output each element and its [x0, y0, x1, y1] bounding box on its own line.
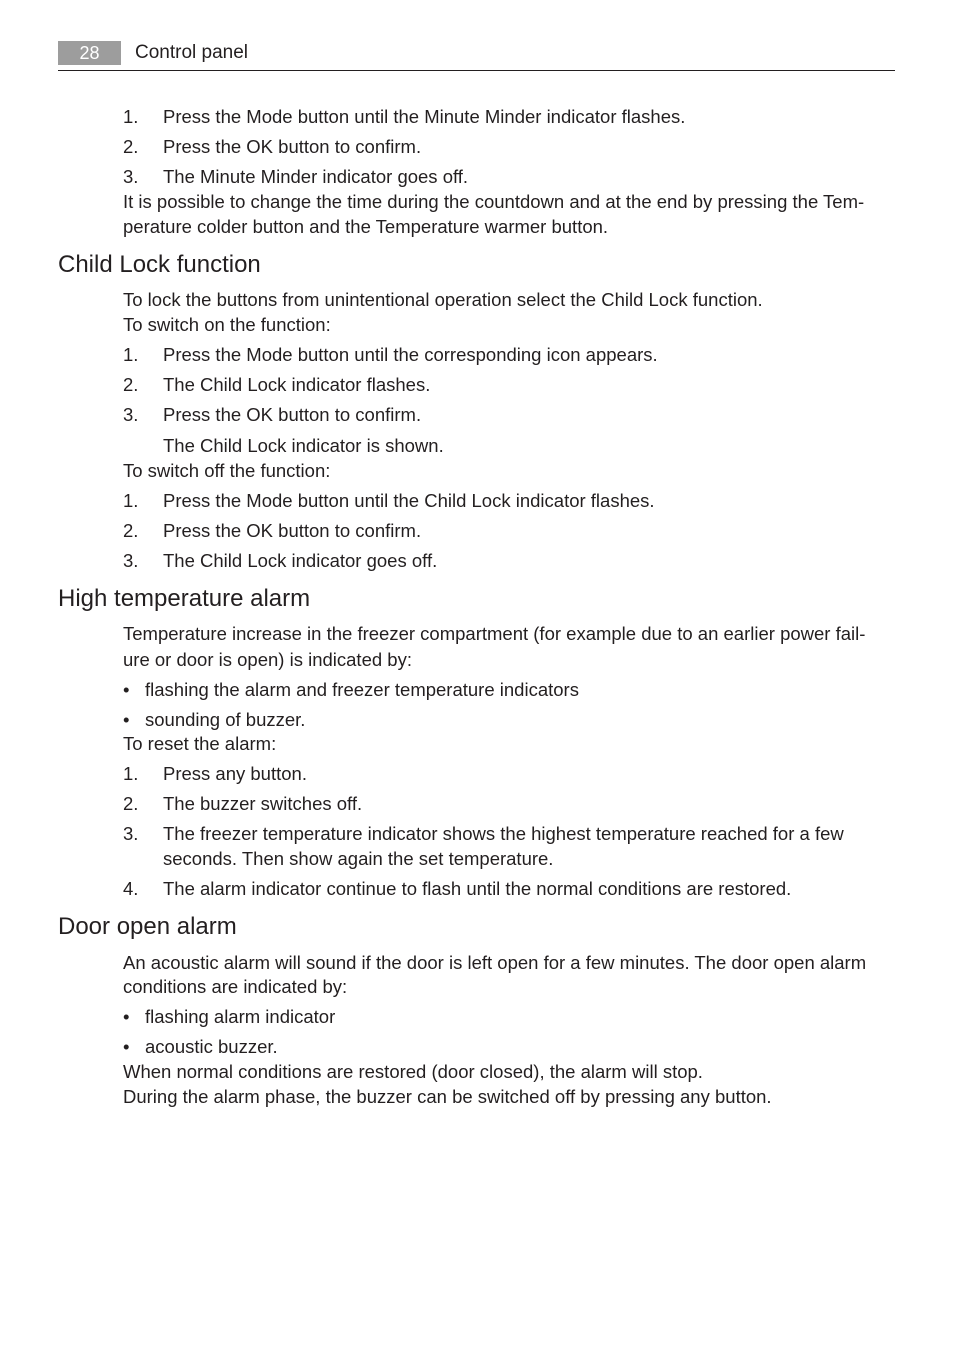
list-item: The Child Lock indicator flashes.	[163, 374, 431, 395]
step-result: The Child Lock indicator is shown.	[163, 435, 444, 456]
paragraph: ure or door is open) is indicated by:	[123, 649, 412, 670]
step-number: 2.	[123, 374, 139, 395]
bullet-item: acoustic buzzer.	[145, 1036, 278, 1057]
paragraph: perature colder button and the Temperature warmer button.	[123, 216, 609, 237]
bullet-item: sounding of buzzer.	[145, 709, 306, 730]
paragraph: To switch on the function:	[123, 314, 331, 335]
list-item: Press the OK button to confirm.	[163, 136, 422, 157]
step-number: 3.	[123, 404, 139, 425]
list-item: Press the OK button to confirm.	[163, 404, 422, 425]
list-item: Press any button.	[163, 763, 307, 784]
step-number: 2.	[123, 520, 139, 541]
section-heading-child-lock: Child Lock function	[58, 251, 261, 278]
paragraph: During the alarm phase, the buzzer can be switched off by pressing any button.	[123, 1086, 772, 1107]
section-heading-door-alarm: Door open alarm	[58, 913, 237, 940]
list-item: Press the Mode button until the corresponding icon appears.	[163, 344, 658, 365]
step-number: 1.	[123, 344, 139, 365]
step-number: 3.	[123, 550, 139, 571]
paragraph: To reset the alarm:	[123, 733, 277, 754]
bullet-marker: •	[123, 1006, 130, 1027]
list-item: The alarm indicator continue to flash until the normal conditions are restored.	[163, 878, 792, 899]
page-number: 28	[58, 41, 121, 65]
page-header	[58, 40, 895, 72]
section-heading-high-temp: High temperature alarm	[58, 585, 311, 612]
paragraph: It is possible to change the time during the countdown and at the end by pressing the Tem-	[123, 191, 865, 212]
paragraph: To lock the buttons from unintentional operation select the Child Lock function.	[123, 289, 763, 310]
list-item: The buzzer switches off.	[163, 793, 363, 814]
paragraph: To switch off the function:	[123, 460, 331, 481]
step-number: 3.	[123, 166, 139, 187]
bullet-marker: •	[123, 709, 130, 730]
list-item: Press the OK button to confirm.	[163, 520, 422, 541]
list-item: The Minute Minder indicator goes off.	[163, 166, 469, 187]
header-rule	[58, 70, 895, 71]
paragraph: conditions are indicated by:	[123, 976, 348, 997]
step-number: 3.	[123, 823, 139, 844]
step-number: 1.	[123, 490, 139, 511]
list-item-continuation: seconds. Then show again the set temperature.	[163, 848, 554, 869]
bullet-marker: •	[123, 679, 130, 700]
list-item: Press the Mode button until the Minute Minder indicator flashes.	[163, 106, 686, 127]
paragraph: Temperature increase in the freezer compartment (for example due to an earlier power fail-	[123, 623, 866, 644]
step-number: 1.	[123, 106, 139, 127]
bullet-marker: •	[123, 1036, 130, 1057]
step-number: 2.	[123, 793, 139, 814]
list-item: Press the Mode button until the Child Lock indicator flashes.	[163, 490, 655, 511]
list-item: The Child Lock indicator goes off.	[163, 550, 438, 571]
step-number: 4.	[123, 878, 139, 899]
paragraph: An acoustic alarm will sound if the door is left open for a few minutes. The door open alarm	[123, 952, 867, 973]
step-number: 1.	[123, 763, 139, 784]
bullet-item: flashing the alarm and freezer temperature indicators	[145, 679, 579, 700]
step-number: 2.	[123, 136, 139, 157]
bullet-item: flashing alarm indicator	[145, 1006, 336, 1027]
list-item: The freezer temperature indicator shows the highest temperature reached for a few	[163, 823, 844, 844]
section-title: Control panel	[135, 42, 249, 63]
paragraph: When normal conditions are restored (door closed), the alarm will stop.	[123, 1061, 703, 1082]
